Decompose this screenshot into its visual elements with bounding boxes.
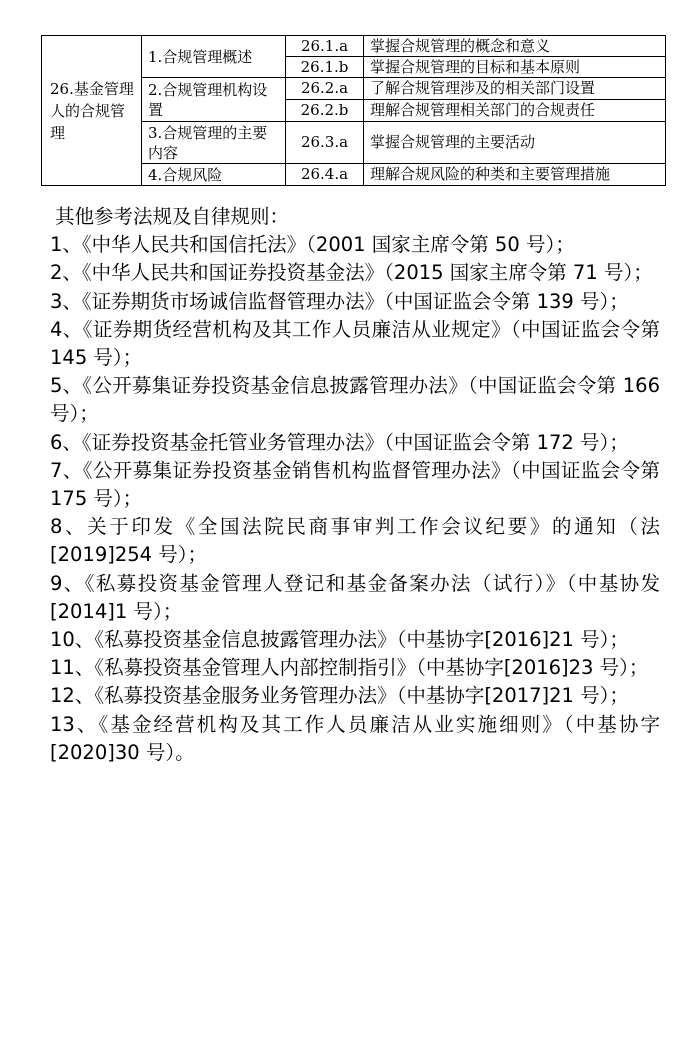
description-cell: 理解合规风险的种类和主要管理措施 (364, 164, 666, 186)
reference-item: 4、《证券期货经营机构及其工作人员廉洁从业规定》（中国证监会令第 145 号）； (50, 317, 660, 370)
code-cell: 26.1.a (286, 36, 364, 57)
code-cell: 26.2.a (286, 78, 364, 100)
references-section (50, 203, 660, 767)
reference-item: 9、《私募投资基金管理人登记和基金备案办法（试行）》（中基协发[2014]1 号）； (50, 571, 660, 623)
reference-item: 3、《证券期货市场诚信监督管理办法》（中国证监会令第 139 号）； (50, 289, 629, 313)
subtopic-cell: 4.合规风险 (142, 164, 286, 186)
reference-item: 2、《中华人民共和国证券投资基金法》（2015 国家主席令第 71 号）； (50, 261, 653, 285)
reference-item: 8、关于印发《全国法院民商事审判工作会议纪要》的通知（法[2019]254 号）； (50, 515, 660, 567)
reference-item: 6、《证券投资基金托管业务管理办法》（中国证监会令第 172 号）； (50, 430, 629, 454)
reference-item: 13、《基金经营机构及其工作人员廉洁从业实施细则》（中基协字[2020]30 号）。 (50, 712, 660, 764)
table-row (42, 36, 666, 57)
code-cell: 26.2.b (286, 100, 364, 122)
description-cell: 了解合规管理涉及的相关部门设置 (364, 78, 666, 100)
description-cell: 掌握合规管理的概念和意义 (364, 36, 666, 57)
description-cell: 掌握合规管理的主要活动 (364, 122, 666, 164)
code-cell: 26.3.a (286, 122, 364, 164)
references-heading: 其他参考法规及自律规则： (55, 205, 290, 228)
syllabus-table (41, 35, 666, 186)
reference-item: 12、《私募投资基金服务业务管理办法》（中基协字[2017]21 号）； (50, 684, 629, 708)
description-cell: 理解合规管理相关部门的合规责任 (364, 100, 666, 122)
reference-item: 7、《公开募集证券投资基金销售机构监督管理办法》（中国证监会令第 175 号）； (50, 458, 660, 511)
code-cell: 26.4.a (286, 164, 364, 186)
subtopic-cell: 1.合规管理概述 (142, 36, 286, 78)
subtopic-cell: 3.合规管理的主要内容 (142, 122, 286, 164)
reference-item: 10、《私募投资基金信息披露管理办法》（中基协字[2016]21 号）； (50, 628, 629, 652)
description-cell: 掌握合规管理的目标和基本原则 (364, 57, 666, 78)
reference-item: 11、《私募投资基金管理人内部控制指引》（中基协字[2016]23 号）； (50, 656, 649, 680)
reference-item: 1、《中华人民共和国信托法》（2001 国家主席令第 50 号）； (50, 233, 575, 257)
subtopic-cell: 2.合规管理机构设置 (142, 78, 286, 122)
reference-item: 5、《公开募集证券投资基金信息披露管理办法》（中国证监会令第 166 号）； (50, 374, 660, 426)
topic-cell: 26.基金管理人的合规管理 (42, 36, 142, 186)
code-cell: 26.1.b (286, 57, 364, 78)
